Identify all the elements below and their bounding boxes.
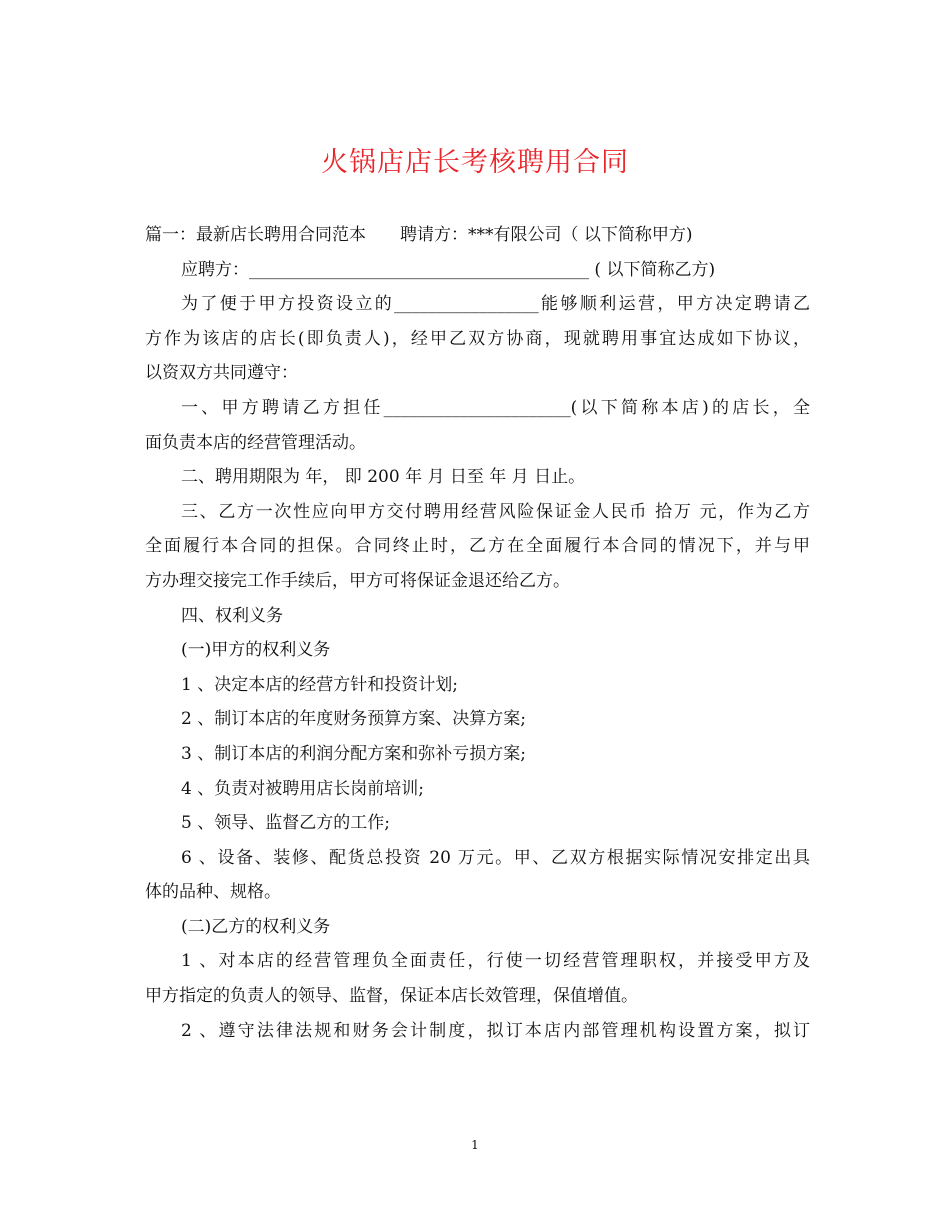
text-line: 体的品种、规格。 [145,882,281,903]
text-line: 二、聘用期限为 年， 即 200 年 月 日至 年 月 日止。 [181,467,586,488]
text-line: 篇一：最新店长聘用合同范本 聘请方：***有限公司（ 以下简称甲方) [145,225,693,245]
text-line: 2 、遵守法律法规和财务会计制度，拟订本店内部管理机构设置方案，拟订 [181,1020,810,1041]
text-line: 甲方指定的负责人的领导、监督，保证本店长效管理，保值增值。 [145,986,638,1007]
text-line: 为了便于甲方投资设立的_________________能够顺利运营，甲方决定聘请乙 [181,294,810,315]
text-line: 3 、制订本店的利润分配方案和弥补亏损方案; [181,743,526,764]
text-line: 5 、领导、监督乙方的工作; [181,813,390,834]
text-line: 2 、制订本店的年度财务预算方案、决算方案; [181,709,526,730]
document-body [145,218,810,1048]
text-line: 1 、对本店的经营管理负全面责任，行使一切经营管理职权，并接受甲方及 [181,951,810,972]
text-line: 应聘方：________________________________________ ( 以下简称乙方) [181,259,716,280]
text-line: 四、权利义务 [181,605,283,626]
text-line: (一)甲方的权利义务 [181,640,331,661]
document-title: 火锅店店长考核聘用合同 [321,147,629,178]
page-number: 1 [471,1138,479,1152]
text-line: 三、乙方一次性应向甲方交付聘用经营风险保证金人民币 拾万 元，作为乙方 [181,501,810,522]
text-line: 全面履行本合同的担保。合同终止时，乙方在全面履行本合同的情况下，并与甲 [145,536,810,557]
text-line: 一、甲方聘请乙方担任______________________(以下简称本店)的店长，全 [181,397,810,418]
text-line: (二)乙方的权利义务 [181,916,331,937]
text-line: 以资双方共同遵守： [145,363,298,384]
text-line: 1 、决定本店的经营方针和投资计划; [181,674,458,695]
text-line: 方办理交接完工作手续后，甲方可将保证金退还给乙方。 [145,570,570,591]
text-line: 面负责本店的经营管理活动。 [145,432,366,453]
text-line: 方作为该店的店长(即负责人)，经甲乙双方协商，现就聘用事宜达成如下协议， [145,328,810,349]
text-line: 6 、设备、装修、配货总投资 20 万元。甲、乙双方根据实际情况安排定出具 [181,847,810,868]
text-line: 4 、负责对被聘用店长岗前培训; [181,778,424,799]
